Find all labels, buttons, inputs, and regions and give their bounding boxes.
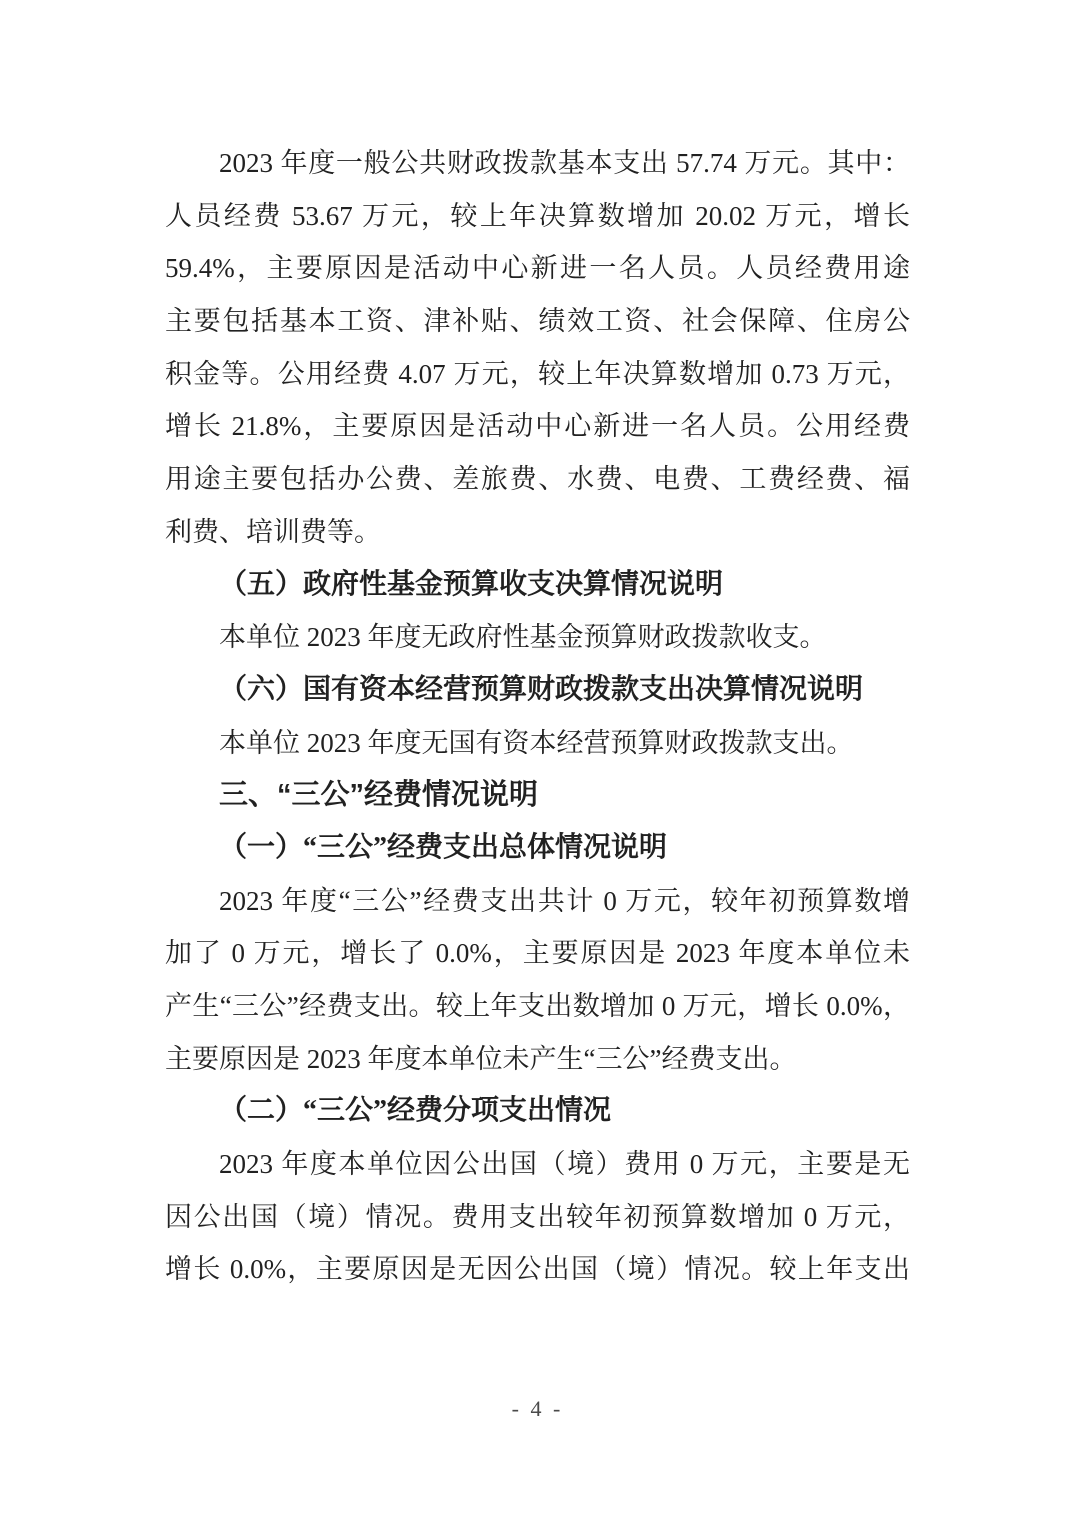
text-line: 加了 0 万元，增长了 0.0%，主要原因是 2023 年度本单位未: [165, 938, 910, 969]
section-heading: （五）政府性基金预算收支决算情况说明: [219, 568, 724, 600]
document-body: [165, 137, 910, 1296]
text-line: 增长 21.8%，主要原因是活动中心新进一名人员。公用经费: [165, 411, 910, 442]
section-heading: （一）“三公”经费支出总体情况说明: [219, 831, 668, 863]
text-line: 主要原因是 2023 年度本单位未产生“三公”经费支出。: [165, 1043, 797, 1074]
text-line: 增长 0.0%，主要原因是无因公出国（境）情况。较上年支出: [165, 1254, 910, 1285]
text-line: 积金等。公用经费 4.07 万元，较上年决算数增加 0.73 万元，: [165, 358, 910, 389]
text-line: 人员经费 53.67 万元，较上年决算数增加 20.02 万元，增长: [165, 200, 910, 231]
text-line: 2023 年度本单位因公出国（境）费用 0 万元，主要是无: [219, 1149, 910, 1180]
text-line: 本单位 2023 年度无政府性基金预算财政拨款收支。: [219, 622, 827, 653]
text-line: 因公出国（境）情况。费用支出较年初预算数增加 0 万元，: [165, 1201, 910, 1232]
text-line: 2023 年度“三公”经费支出共计 0 万元，较年初预算数增: [219, 885, 910, 916]
section-heading: 三、“三公”经费情况说明: [219, 779, 539, 812]
section-heading: （六）国有资本经营预算财政拨款支出决算情况说明: [219, 673, 864, 705]
text-line: 本单位 2023 年度无国有资本经营预算财政拨款支出。: [219, 727, 854, 758]
text-line: 主要包括基本工资、津补贴、绩效工资、社会保障、住房公: [165, 306, 910, 337]
page-number: - 4 -: [511, 1396, 564, 1421]
text-line: 利费、培训费等。: [165, 516, 381, 547]
text-line: 59.4%，主要原因是活动中心新进一名人员。人员经费用途: [165, 253, 910, 284]
text-line: 产生“三公”经费支出。较上年支出数增加 0 万元，增长 0.0%，: [165, 991, 910, 1021]
text-line: 2023 年度一般公共财政拨款基本支出 57.74 万元。其中：: [219, 148, 910, 178]
section-heading: （二）“三公”经费分项支出情况: [219, 1095, 612, 1127]
text-line: 用途主要包括办公费、差旅费、水费、电费、工费经费、福: [165, 464, 910, 495]
